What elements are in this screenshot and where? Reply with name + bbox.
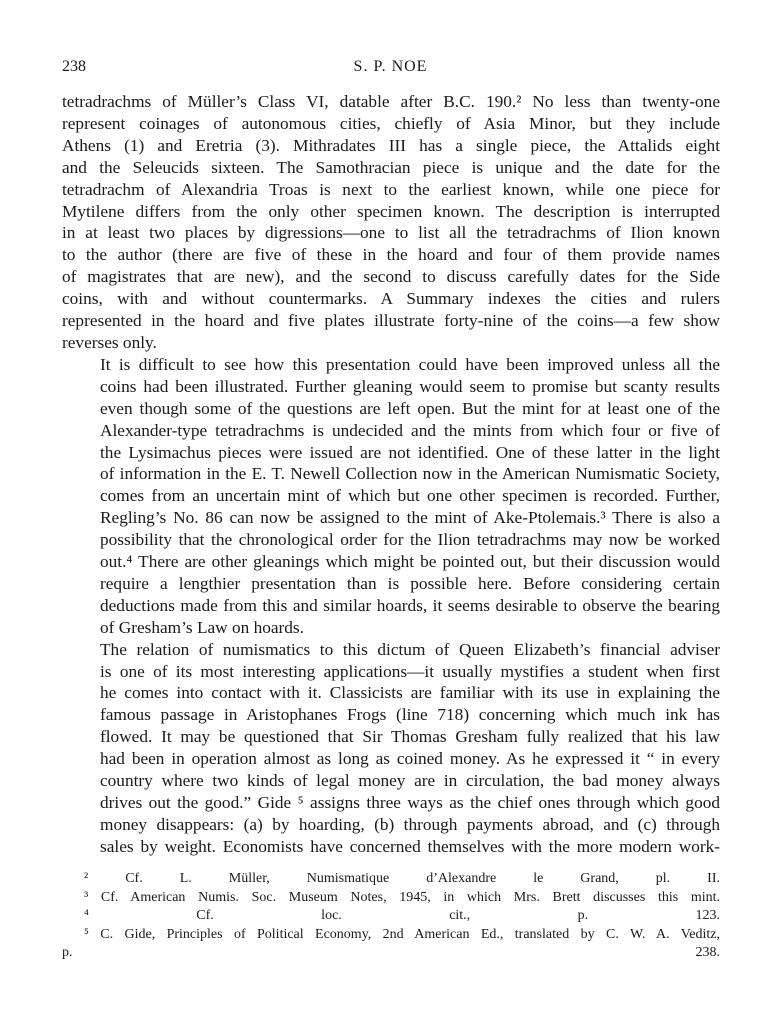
text-line: and the Seleucids sixteen. The Samothracian piece is unique and the date for the (62, 157, 720, 177)
text-line: deductions made from this and similar hoards, it seems desirable to observe the bearing (100, 595, 720, 615)
text-line: sales by weight. Economists have concerned themselves with the more modern work- (100, 836, 720, 856)
text-line: even though some of the questions are left open. But the mint for at least one of the (100, 398, 720, 418)
text-line: require a lengthier presentation than is possible here. Before considering certain (100, 573, 720, 593)
text-line: Regling’s No. 86 can now be assigned to the mint of Ake-Ptolemais.³ There is also a (100, 508, 720, 528)
text-line: The relation of numismatics to this dictum of Queen Elizabeth’s financial adviser (100, 639, 720, 659)
running-head (62, 58, 719, 78)
footnote-line: ² Cf. L. Müller, Numismatique d’Alexandre le Grand, pl. II. (84, 871, 720, 886)
paragraph (62, 354, 720, 639)
text-line: to the author (there are five of these in the hoard and four of them provide names (62, 245, 720, 265)
text-line: Mytilene differs from the only other specimen known. The description is interrupted (62, 201, 720, 221)
footnote (62, 870, 720, 889)
text-line: in at least two places by digressions—one to list all the tetradrachms of Ilion known (62, 223, 720, 243)
text-line: flowed. It may be questioned that Sir Thomas Gresham fully realized that his law (100, 727, 720, 747)
footnote (62, 926, 720, 963)
text-line: had been in operation almost as long as coined money. As he expressed it “ in every (100, 749, 720, 769)
text-line: Athens (1) and Eretria (3). Mithradates III has a single piece, the Attalids eight (62, 135, 720, 155)
text-line: is one of its most interesting applications—it usually mystifies a student when first (100, 661, 720, 681)
paragraph (62, 91, 720, 354)
text-line: famous passage in Aristophanes Frogs (line 718) concerning which much ink has (100, 705, 720, 725)
paragraph (62, 639, 720, 858)
footnote-line: ⁵ C. Gide, Principles of Political Economy, 2nd American Ed., translated by C. W. A. Veditz, (84, 926, 720, 942)
text-line: of Gresham’s Law on hoards. (100, 617, 304, 637)
text-line: of magistrates that are new), and the second to discuss carefully dates for the Side (62, 267, 720, 287)
footnote-line: ⁴ Cf. loc. cit., p. 123. (84, 908, 720, 924)
running-title: S. P. NOE (353, 58, 428, 75)
text-line: drives out the good.” Gide ⁵ assigns three ways as the chief ones through which good (100, 793, 720, 812)
footnote-line: p. 238. (62, 945, 720, 961)
text-line: country where two kinds of legal money are in circulation, the bad money always (100, 771, 720, 791)
body-text (62, 91, 720, 858)
text-line: the Lysimachus pieces were issued are not identified. One of these latter in the light (100, 442, 720, 462)
text-line: tetradrachms of Müller’s Class VI, datable after B.C. 190.² No less than twenty-one (62, 92, 720, 111)
text-line: he comes into contact with it. Classicists are familiar with its use in explaining the (100, 683, 720, 703)
text-line: coins had been illustrated. Further gleaning would seem to promise but scanty results (100, 376, 720, 396)
text-line: represented in the hoard and five plates illustrate forty-nine of the coins—a few show (62, 311, 720, 331)
footnote (62, 889, 720, 908)
text-line: tetradrachm of Alexandria Troas is next to the earliest known, while one piece for (62, 179, 720, 199)
text-line: represent coinages of autonomous cities, chiefly of Asia Minor, but they include (62, 113, 720, 133)
text-line: out.⁴ There are other gleanings which might be pointed out, but their discussion would (100, 552, 720, 572)
page-number: 238 (62, 58, 86, 75)
footnotes (62, 870, 720, 963)
text-line: of information in the E. T. Newell Collection now in the American Numismatic Society, (100, 464, 720, 484)
text-line: possibility that the chronological order for the Ilion tetradrachms may now be worked (100, 530, 720, 550)
text-line: money disappears: (a) by hoarding, (b) through payments abroad, and (c) through (100, 814, 720, 834)
text-line: It is difficult to see how this presentation could have been improved unless all the (100, 354, 720, 374)
text-line: comes from an uncertain mint of which but one other specimen is recorded. Further, (100, 486, 720, 506)
text-line: reverses only. (62, 332, 157, 352)
text-line: coins, with and without countermarks. A Summary indexes the cities and rulers (62, 289, 720, 309)
footnote-line: ³ Cf. American Numis. Soc. Museum Notes, 1945, in which Mrs. Brett discusses this mint. (84, 889, 720, 905)
text-line: Alexander-type tetradrachms is undecided and the mints from which four or five of (100, 420, 720, 440)
footnote (62, 907, 720, 926)
